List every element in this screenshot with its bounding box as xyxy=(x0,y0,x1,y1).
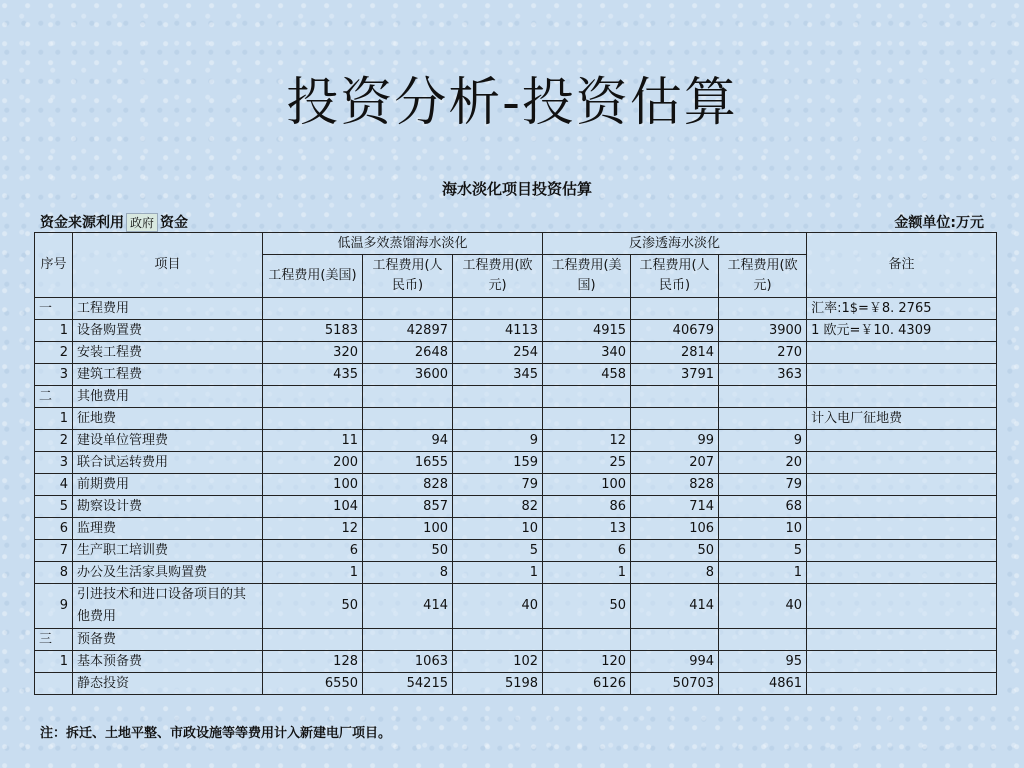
header-note: 备注 xyxy=(807,233,997,298)
row-value: 828 xyxy=(363,474,453,496)
row-value: 86 xyxy=(543,496,631,518)
row-value: 79 xyxy=(719,474,807,496)
row-value: 4915 xyxy=(543,320,631,342)
row-note xyxy=(807,474,997,496)
row-value: 3900 xyxy=(719,320,807,342)
table-row xyxy=(35,584,997,629)
row-index: 6 xyxy=(35,518,73,540)
table-row xyxy=(35,452,997,474)
row-value: 6126 xyxy=(543,673,631,695)
row-index: 1 xyxy=(35,320,73,342)
row-value: 10 xyxy=(453,518,543,540)
table-row xyxy=(35,673,997,695)
row-value: 6 xyxy=(543,540,631,562)
row-value xyxy=(263,408,363,430)
table-row xyxy=(35,430,997,452)
row-note: 计入电厂征地费 xyxy=(807,408,997,430)
row-item: 基本预备费 xyxy=(73,651,263,673)
row-value xyxy=(543,298,631,320)
row-value: 1 xyxy=(719,562,807,584)
row-value: 40 xyxy=(453,584,543,629)
row-value: 8 xyxy=(363,562,453,584)
row-index: 1 xyxy=(35,408,73,430)
row-value: 6 xyxy=(263,540,363,562)
funding-source-prefix: 资金来源利用 xyxy=(40,215,124,231)
row-index: 2 xyxy=(35,430,73,452)
row-value: 857 xyxy=(363,496,453,518)
row-value: 8 xyxy=(631,562,719,584)
row-value: 25 xyxy=(543,452,631,474)
row-value: 50 xyxy=(543,584,631,629)
slide-title: 投资分析-投资估算 xyxy=(286,73,738,133)
row-value: 435 xyxy=(263,364,363,386)
table-row xyxy=(35,540,997,562)
header-usd: 工程费用(美国) xyxy=(543,255,631,298)
row-item: 生产职工培训费 xyxy=(73,540,263,562)
table-row xyxy=(35,562,997,584)
row-item: 勘察设计费 xyxy=(73,496,263,518)
row-value: 10 xyxy=(719,518,807,540)
funding-source xyxy=(40,212,188,232)
row-value: 414 xyxy=(631,584,719,629)
row-item: 监理费 xyxy=(73,518,263,540)
row-value: 40 xyxy=(719,584,807,629)
table-row xyxy=(35,474,997,496)
row-item: 工程费用 xyxy=(73,298,263,320)
row-item: 建筑工程费 xyxy=(73,364,263,386)
row-value: 5183 xyxy=(263,320,363,342)
row-value: 3791 xyxy=(631,364,719,386)
row-value: 120 xyxy=(543,651,631,673)
row-value: 5 xyxy=(453,540,543,562)
row-note xyxy=(807,651,997,673)
table-row xyxy=(35,629,997,651)
table-row xyxy=(35,320,997,342)
footnote: 注：拆迁、土地平整、市政设施等等费用计入新建电厂项目。 xyxy=(40,726,392,741)
row-index: 1 xyxy=(35,651,73,673)
row-value: 99 xyxy=(631,430,719,452)
row-value xyxy=(631,408,719,430)
row-value: 340 xyxy=(543,342,631,364)
row-note: 汇率:1$=￥8. 2765 xyxy=(807,298,997,320)
row-value: 3600 xyxy=(363,364,453,386)
row-value: 200 xyxy=(263,452,363,474)
row-index: 5 xyxy=(35,496,73,518)
table-row xyxy=(35,342,997,364)
row-value: 2648 xyxy=(363,342,453,364)
row-index: 三 xyxy=(35,629,73,651)
row-note xyxy=(807,386,997,408)
row-note xyxy=(807,342,997,364)
row-value: 320 xyxy=(263,342,363,364)
header-eur: 工程费用(欧元) xyxy=(453,255,543,298)
row-value xyxy=(263,386,363,408)
row-value: 12 xyxy=(263,518,363,540)
header-item: 项目 xyxy=(73,233,263,298)
row-value xyxy=(631,298,719,320)
row-item: 静态投资 xyxy=(73,673,263,695)
row-value: 1 xyxy=(263,562,363,584)
funding-source-suffix: 资金 xyxy=(160,215,189,231)
row-note xyxy=(807,629,997,651)
row-value: 994 xyxy=(631,651,719,673)
row-item: 建设单位管理费 xyxy=(73,430,263,452)
row-value xyxy=(363,629,453,651)
row-index: 7 xyxy=(35,540,73,562)
row-item: 预备费 xyxy=(73,629,263,651)
amount-unit: 金额单位:万元 xyxy=(894,215,984,231)
table-title: 海水淡化项目投资估算 xyxy=(441,180,592,198)
row-value: 50703 xyxy=(631,673,719,695)
table-row xyxy=(35,386,997,408)
row-value xyxy=(543,629,631,651)
row-value: 2814 xyxy=(631,342,719,364)
row-value xyxy=(453,386,543,408)
row-value: 128 xyxy=(263,651,363,673)
row-item: 前期费用 xyxy=(73,474,263,496)
row-value: 95 xyxy=(719,651,807,673)
row-note xyxy=(807,496,997,518)
row-note xyxy=(807,452,997,474)
row-value: 5198 xyxy=(453,673,543,695)
funding-source-tag: 政府 xyxy=(126,213,158,232)
row-value: 11 xyxy=(263,430,363,452)
row-value xyxy=(263,629,363,651)
row-value: 50 xyxy=(263,584,363,629)
row-value xyxy=(453,629,543,651)
header-row-1 xyxy=(35,233,997,255)
table-row xyxy=(35,651,997,673)
header-rmb: 工程费用(人民币) xyxy=(631,255,719,298)
row-note xyxy=(807,562,997,584)
row-note xyxy=(807,364,997,386)
header-rmb: 工程费用(人民币) xyxy=(363,255,453,298)
row-index xyxy=(35,673,73,695)
row-value xyxy=(363,408,453,430)
row-value xyxy=(719,629,807,651)
row-value xyxy=(363,298,453,320)
row-value xyxy=(719,408,807,430)
row-value: 40679 xyxy=(631,320,719,342)
row-item: 安装工程费 xyxy=(73,342,263,364)
investment-estimate-table xyxy=(34,232,997,695)
row-value: 100 xyxy=(543,474,631,496)
row-value xyxy=(263,298,363,320)
table-row xyxy=(35,408,997,430)
row-value: 4113 xyxy=(453,320,543,342)
row-note xyxy=(807,673,997,695)
row-value: 4861 xyxy=(719,673,807,695)
row-value: 363 xyxy=(719,364,807,386)
row-value: 9 xyxy=(719,430,807,452)
header-eur: 工程费用(欧元) xyxy=(719,255,807,298)
row-value: 100 xyxy=(263,474,363,496)
row-value: 68 xyxy=(719,496,807,518)
row-note xyxy=(807,430,997,452)
row-index: 二 xyxy=(35,386,73,408)
row-value: 458 xyxy=(543,364,631,386)
row-item: 设备购置费 xyxy=(73,320,263,342)
row-note xyxy=(807,584,997,629)
row-value: 50 xyxy=(631,540,719,562)
row-value xyxy=(453,298,543,320)
row-item: 其他费用 xyxy=(73,386,263,408)
row-note: 1 欧元=￥10. 4309 xyxy=(807,320,997,342)
row-value: 42897 xyxy=(363,320,453,342)
row-item: 引进技术和进口设备项目的其他费用 xyxy=(73,584,263,629)
row-item: 办公及生活家具购置费 xyxy=(73,562,263,584)
row-value: 1 xyxy=(453,562,543,584)
row-value: 414 xyxy=(363,584,453,629)
row-value xyxy=(719,298,807,320)
row-index: 2 xyxy=(35,342,73,364)
row-value: 94 xyxy=(363,430,453,452)
row-value: 1 xyxy=(543,562,631,584)
row-value: 102 xyxy=(453,651,543,673)
row-item: 联合试运转费用 xyxy=(73,452,263,474)
row-value xyxy=(453,408,543,430)
row-index: 一 xyxy=(35,298,73,320)
row-value: 345 xyxy=(453,364,543,386)
table-row xyxy=(35,364,997,386)
header-group-reverse-osmosis: 反渗透海水淡化 xyxy=(543,233,807,255)
row-value: 106 xyxy=(631,518,719,540)
row-value: 1063 xyxy=(363,651,453,673)
header-group-distillation: 低温多效蒸馏海水淡化 xyxy=(263,233,543,255)
row-index: 3 xyxy=(35,452,73,474)
row-index: 4 xyxy=(35,474,73,496)
row-value: 82 xyxy=(453,496,543,518)
row-value: 79 xyxy=(453,474,543,496)
row-value: 714 xyxy=(631,496,719,518)
header-usd: 工程费用(美国) xyxy=(263,255,363,298)
row-value xyxy=(719,386,807,408)
row-value: 6550 xyxy=(263,673,363,695)
row-value: 159 xyxy=(453,452,543,474)
table-row xyxy=(35,298,997,320)
row-value: 104 xyxy=(263,496,363,518)
row-index: 9 xyxy=(35,584,73,629)
row-value xyxy=(543,408,631,430)
table-row xyxy=(35,518,997,540)
row-value: 207 xyxy=(631,452,719,474)
row-value xyxy=(543,386,631,408)
row-value: 9 xyxy=(453,430,543,452)
row-value: 12 xyxy=(543,430,631,452)
row-value: 5 xyxy=(719,540,807,562)
table-row xyxy=(35,496,997,518)
row-value xyxy=(631,386,719,408)
row-value xyxy=(363,386,453,408)
row-value: 54215 xyxy=(363,673,453,695)
header-seq: 序号 xyxy=(35,233,73,298)
row-item: 征地费 xyxy=(73,408,263,430)
row-value: 828 xyxy=(631,474,719,496)
row-index: 3 xyxy=(35,364,73,386)
row-note xyxy=(807,518,997,540)
row-value: 100 xyxy=(363,518,453,540)
row-value: 270 xyxy=(719,342,807,364)
row-value xyxy=(631,629,719,651)
row-index: 8 xyxy=(35,562,73,584)
row-value: 13 xyxy=(543,518,631,540)
row-value: 254 xyxy=(453,342,543,364)
row-note xyxy=(807,540,997,562)
row-value: 20 xyxy=(719,452,807,474)
row-value: 1655 xyxy=(363,452,453,474)
row-value: 50 xyxy=(363,540,453,562)
